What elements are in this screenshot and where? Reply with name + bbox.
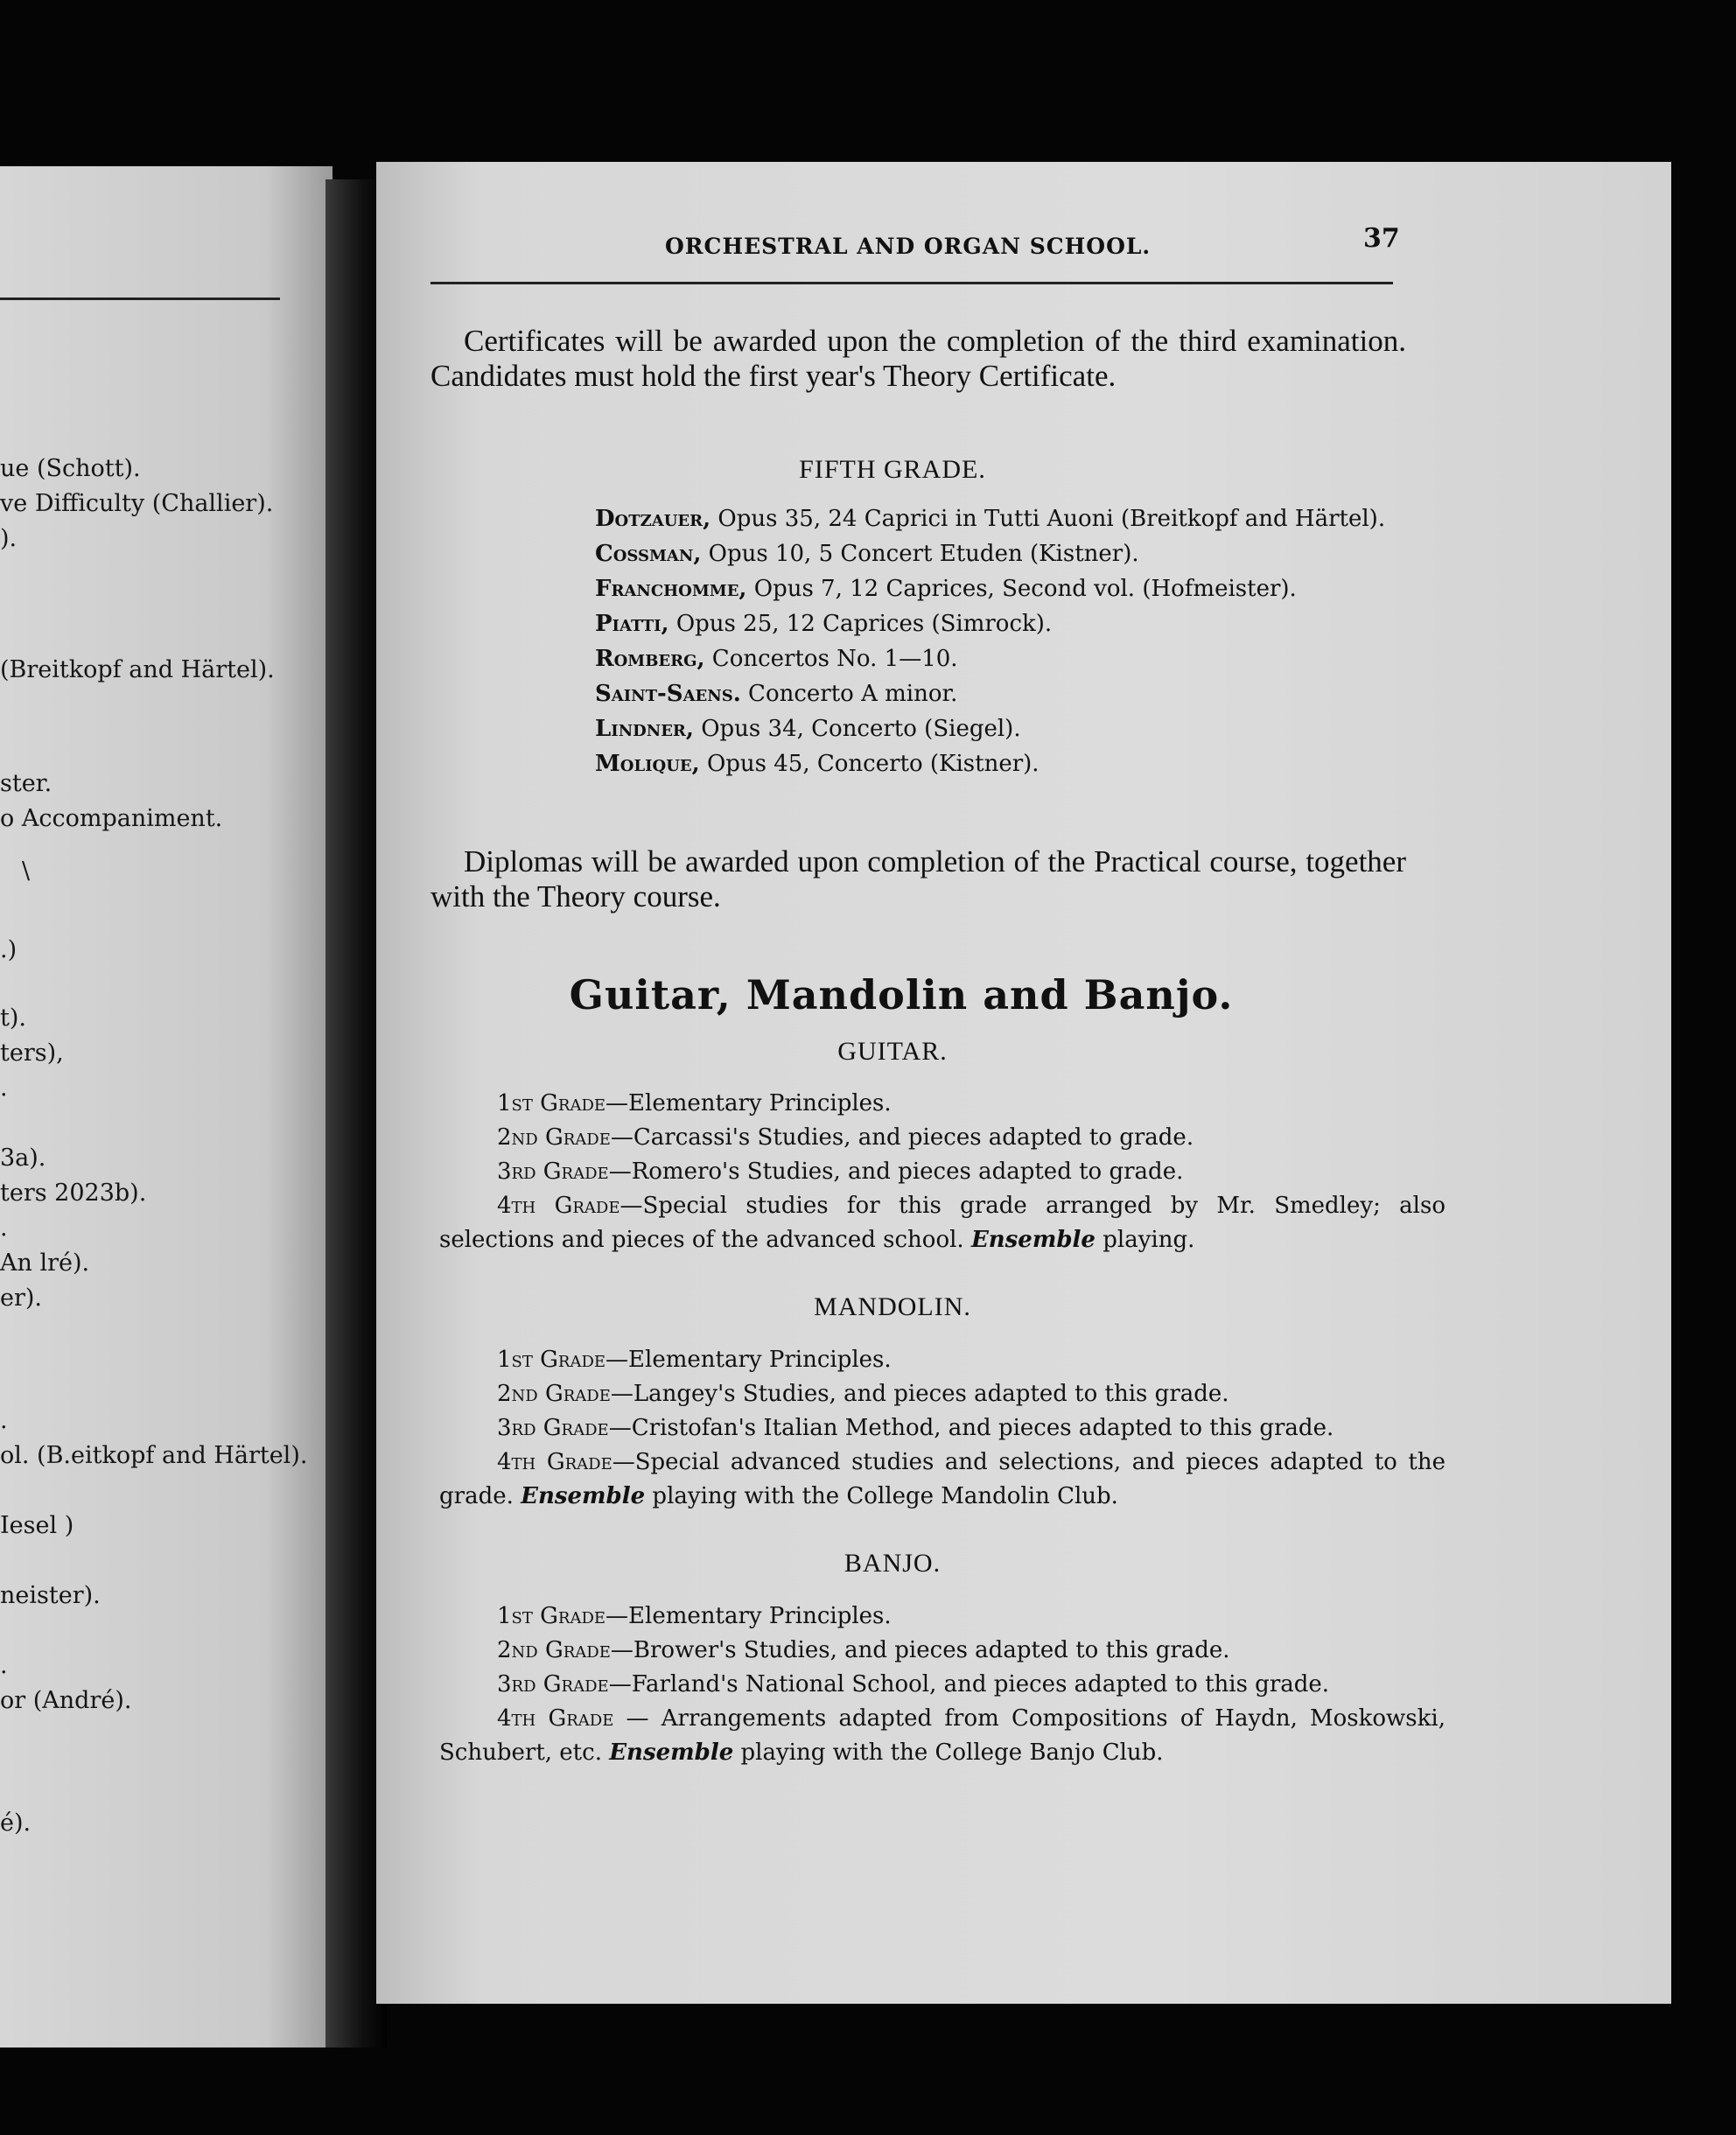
left-fragment: é). [0,1810,32,1837]
list-item [439,1087,1446,1121]
work-title: Opus 25, 12 Caprices (Simrock). [668,611,1053,637]
composer-name: Saint-Saens. [595,681,741,707]
left-fragment: An lré). [0,1250,90,1277]
left-fragment: ue (Schott). [0,455,141,482]
grade-text: —Elementary Principles. [606,1603,892,1629]
left-fragment: ol. (B.eitkopf and Härtel). [0,1442,308,1469]
left-fragment: er). [0,1284,43,1312]
composer-name: Molique, [595,751,700,777]
left-fragment: .) [0,936,18,963]
fifth-grade-heading: FIFTH GRADE. [799,455,986,484]
list-item [439,1377,1446,1411]
grade-tail: playing with the College Mandolin Club. [645,1483,1118,1509]
work-title: Concerto A minor. [740,681,958,707]
grade-label: 2nd Grade [497,1637,611,1663]
list-item [595,536,1409,571]
list-item [595,501,1409,536]
fifth-grade-list [595,501,1409,781]
grade-label: 1st Grade [497,1090,606,1116]
right-page [376,162,1671,2004]
list-item [595,641,1409,676]
list-item [439,1702,1446,1770]
left-fragment: ve Difficulty (Challier). [0,490,274,517]
left-fragment: . [0,1074,8,1102]
work-title: Concertos No. 1—10. [704,646,958,672]
composer-name: Romberg, [595,646,705,672]
ensemble-word: Ensemble [609,1740,734,1766]
list-item [439,1155,1446,1189]
left-fragment: ters), [0,1040,64,1067]
left-fragment: Iesel ) [0,1512,74,1539]
header-rule [430,282,1393,284]
grade-tail: playing. [1095,1227,1195,1253]
grade-label: 3rd Grade [497,1671,609,1698]
grade-text: —Elementary Principles. [606,1347,892,1373]
composer-name: Piatti, [595,611,669,637]
left-fragment: o Accompaniment. [0,805,223,832]
mandolin-grades [439,1343,1446,1514]
grade-label: 3rd Grade [497,1415,609,1441]
grade-text: —Brower's Studies, and pieces adapted to this grade. [610,1637,1230,1663]
mandolin-heading: MANDOLIN. [814,1292,971,1321]
left-fragment: . [0,1652,8,1679]
list-item [595,606,1409,641]
list-item [595,571,1409,606]
grade-label: 1st Grade [497,1603,606,1629]
work-title: Opus 34, Concerto (Siegel). [693,716,1021,742]
work-title: Opus 7, 12 Caprices, Second vol. (Hofmeister). [746,576,1297,602]
page-number: 37 [1363,223,1400,254]
left-fragment: neister). [0,1582,101,1609]
grade-tail: playing with the College Banjo Club. [733,1740,1164,1766]
list-item [439,1343,1446,1377]
left-page [0,166,332,2048]
grade-text: —Farland's National School, and pieces adapted to this grade. [608,1671,1330,1698]
department-title: Guitar, Mandolin and Banjo. [569,971,1234,1018]
list-item [439,1634,1446,1668]
guitar-heading: GUITAR. [837,1037,948,1066]
left-fragment: or (André). [0,1687,132,1714]
ensemble-word: Ensemble [521,1483,646,1509]
left-fragment: . [0,1214,8,1242]
grade-label: 2nd Grade [497,1381,611,1407]
left-fragment: ). [0,525,18,552]
grade-label: 1st Grade [497,1347,606,1373]
grade-label: 4th Grade [497,1705,614,1732]
list-item [439,1121,1446,1155]
grade-text: — Arrangements adapted from Compositions of Haydn, Moskowski, Schubert, etc. [439,1705,1446,1766]
grade-label: 2nd Grade [497,1124,611,1151]
list-item [439,1668,1446,1702]
grade-text: —Carcassi's Studies, and pieces adapted to grade. [610,1124,1194,1151]
grade-text: —Langey's Studies, and pieces adapted to this grade. [610,1381,1229,1407]
work-title: Opus 10, 5 Concert Etuden (Kistner). [701,541,1139,567]
banjo-heading: BANJO. [844,1549,942,1578]
composer-name: Lindner, [595,716,694,742]
list-item [439,1411,1446,1446]
ensemble-word: Ensemble [970,1227,1096,1253]
grade-text: —Romero's Studies, and pieces adapted to grade. [608,1158,1184,1185]
left-fragment: 3a). [0,1144,46,1172]
list-item [595,711,1409,746]
left-fragment: t). [0,1004,26,1032]
banjo-grades [439,1600,1446,1770]
composer-name: Franchomme, [595,576,747,602]
left-fragment: ters 2023b). [0,1180,147,1207]
running-head: ORCHESTRAL AND ORGAN SCHOOL. [665,234,1152,259]
certificates-paragraph: Certificates will be awarded upon the completion of the third examination. Candidates must hold the first year's Theory Certificate. [430,324,1406,393]
list-item [595,676,1409,711]
grade-label: 4th Grade [497,1193,620,1219]
guitar-grades [439,1087,1446,1257]
left-fragment: (Breitkopf and Härtel). [0,656,275,683]
left-header-rule [0,298,280,300]
list-item [439,1600,1446,1634]
composer-name: Cossman, [595,541,702,567]
left-fragment: \ [22,858,31,885]
list-item [439,1189,1446,1257]
composer-name: Dotzauer, [595,506,711,532]
diplomas-paragraph: Diplomas will be awarded upon completion of the Practical course, together with the Theory course. [430,844,1406,914]
grade-label: 4th Grade [497,1449,612,1475]
left-fragment: . [0,1407,8,1434]
grade-label: 3rd Grade [497,1158,609,1185]
grade-text: —Elementary Principles. [606,1090,892,1116]
grade-text: —Cristofan's Italian Method, and pieces adapted to this grade. [608,1415,1334,1441]
grade-text: —Special advanced studies and selections, and pieces adapted to the grade. [439,1449,1446,1509]
work-title: Opus 35, 24 Caprici in Tutti Auoni (Breitkopf and Härtel). [710,506,1386,532]
left-fragment: ster. [0,770,52,797]
work-title: Opus 45, Concerto (Kistner). [699,751,1040,777]
list-item [595,746,1409,781]
list-item [439,1446,1446,1514]
grade-text: —Special studies for this grade arranged by Mr. Smedley; also selections and pieces of the advanced school. [439,1193,1446,1253]
